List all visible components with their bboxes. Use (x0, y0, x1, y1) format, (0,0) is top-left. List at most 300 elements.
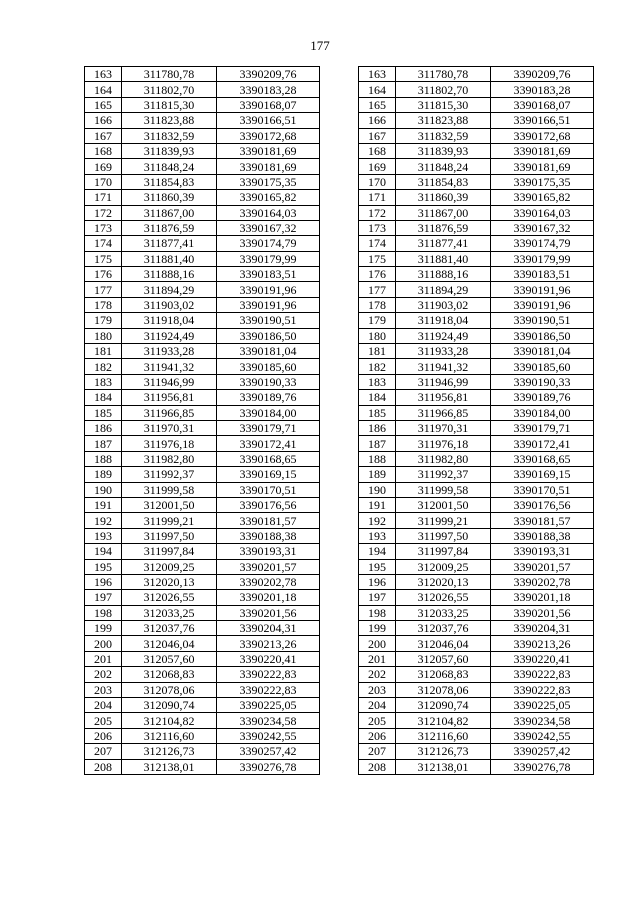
point-number-cell: 172 (359, 205, 396, 220)
table-row (359, 67, 594, 82)
x-coordinate-cell: 311982,80 (122, 451, 217, 466)
y-coordinate-cell: 3390170,51 (217, 482, 320, 497)
y-coordinate-cell: 3390234,58 (491, 713, 594, 728)
y-coordinate-cell: 3390193,31 (217, 544, 320, 559)
y-coordinate-cell: 3390181,69 (217, 143, 320, 158)
table-row (359, 605, 594, 620)
y-coordinate-cell: 3390167,32 (491, 220, 594, 235)
y-coordinate-cell: 3390220,41 (217, 651, 320, 666)
point-number-cell: 189 (85, 467, 122, 482)
x-coordinate-cell: 311839,93 (122, 143, 217, 158)
coordinate-table-left (84, 66, 320, 775)
table-row (85, 282, 320, 297)
point-number-cell: 188 (359, 451, 396, 466)
table-row (359, 344, 594, 359)
point-number-cell: 194 (359, 544, 396, 559)
table-row (359, 482, 594, 497)
x-coordinate-cell: 311854,83 (396, 174, 491, 189)
table-row (85, 651, 320, 666)
x-coordinate-cell: 311997,84 (396, 544, 491, 559)
point-number-cell: 168 (85, 143, 122, 158)
x-coordinate-cell: 311876,59 (122, 220, 217, 235)
x-coordinate-cell: 312020,13 (122, 574, 217, 589)
x-coordinate-cell: 312126,73 (396, 744, 491, 759)
x-coordinate-cell: 311999,58 (396, 482, 491, 497)
y-coordinate-cell: 3390165,82 (217, 190, 320, 205)
point-number-cell: 181 (359, 344, 396, 359)
y-coordinate-cell: 3390166,51 (217, 113, 320, 128)
point-number-cell: 177 (359, 282, 396, 297)
table-row (359, 621, 594, 636)
y-coordinate-cell: 3390184,00 (217, 405, 320, 420)
table-row (359, 451, 594, 466)
y-coordinate-cell: 3390202,78 (217, 574, 320, 589)
table-row (359, 113, 594, 128)
table-row (359, 205, 594, 220)
y-coordinate-cell: 3390222,83 (491, 682, 594, 697)
y-coordinate-cell: 3390181,69 (491, 143, 594, 158)
point-number-cell: 165 (85, 97, 122, 112)
x-coordinate-cell: 311976,18 (122, 436, 217, 451)
point-number-cell: 204 (85, 698, 122, 713)
y-coordinate-cell: 3390186,50 (217, 328, 320, 343)
table-row (85, 590, 320, 605)
y-coordinate-cell: 3390174,79 (217, 236, 320, 251)
x-coordinate-cell: 312001,50 (122, 497, 217, 512)
point-number-cell: 169 (85, 159, 122, 174)
y-coordinate-cell: 3390175,35 (217, 174, 320, 189)
x-coordinate-cell: 311823,88 (396, 113, 491, 128)
table-row (359, 328, 594, 343)
x-coordinate-cell: 311941,32 (396, 359, 491, 374)
point-number-cell: 172 (85, 205, 122, 220)
point-number-cell: 166 (85, 113, 122, 128)
table-row (85, 128, 320, 143)
point-number-cell: 203 (359, 682, 396, 697)
point-number-cell: 195 (85, 559, 122, 574)
y-coordinate-cell: 3390188,38 (217, 528, 320, 543)
table-row (359, 267, 594, 282)
y-coordinate-cell: 3390225,05 (217, 698, 320, 713)
x-coordinate-cell: 311933,28 (396, 344, 491, 359)
y-coordinate-cell: 3390190,51 (217, 313, 320, 328)
x-coordinate-cell: 311881,40 (122, 251, 217, 266)
y-coordinate-cell: 3390201,18 (217, 590, 320, 605)
table-row (85, 621, 320, 636)
x-coordinate-cell: 311992,37 (396, 467, 491, 482)
x-coordinate-cell: 312009,25 (122, 559, 217, 574)
y-coordinate-cell: 3390181,69 (217, 159, 320, 174)
table-row (359, 651, 594, 666)
x-coordinate-cell: 312090,74 (396, 698, 491, 713)
table-row (85, 744, 320, 759)
point-number-cell: 205 (359, 713, 396, 728)
table-row (85, 559, 320, 574)
x-coordinate-cell: 312001,50 (396, 497, 491, 512)
table-row (85, 374, 320, 389)
x-coordinate-cell: 312116,60 (122, 728, 217, 743)
table-row (85, 698, 320, 713)
x-coordinate-cell: 311839,93 (396, 143, 491, 158)
y-coordinate-cell: 3390276,78 (217, 759, 320, 774)
x-coordinate-cell: 311966,85 (396, 405, 491, 420)
point-number-cell: 202 (359, 667, 396, 682)
table-row (85, 574, 320, 589)
y-coordinate-cell: 3390179,99 (491, 251, 594, 266)
table-row (359, 436, 594, 451)
x-coordinate-cell: 311966,85 (122, 405, 217, 420)
x-coordinate-cell: 311992,37 (122, 467, 217, 482)
coordinate-table-right (358, 66, 594, 775)
point-number-cell: 164 (85, 82, 122, 97)
point-number-cell: 169 (359, 159, 396, 174)
point-number-cell: 171 (359, 190, 396, 205)
x-coordinate-cell: 311999,58 (122, 482, 217, 497)
table-row (85, 313, 320, 328)
y-coordinate-cell: 3390201,57 (217, 559, 320, 574)
point-number-cell: 184 (359, 390, 396, 405)
y-coordinate-cell: 3390186,50 (491, 328, 594, 343)
x-coordinate-cell: 311823,88 (122, 113, 217, 128)
x-coordinate-cell: 312068,83 (396, 667, 491, 682)
table-row (85, 328, 320, 343)
table-row (85, 159, 320, 174)
table-row (359, 467, 594, 482)
table-row (359, 528, 594, 543)
table-row (85, 251, 320, 266)
y-coordinate-cell: 3390183,51 (217, 267, 320, 282)
y-coordinate-cell: 3390168,65 (491, 451, 594, 466)
point-number-cell: 190 (359, 482, 396, 497)
y-coordinate-cell: 3390181,04 (491, 344, 594, 359)
x-coordinate-cell: 312033,25 (396, 605, 491, 620)
table-row (359, 420, 594, 435)
point-number-cell: 178 (85, 297, 122, 312)
point-number-cell: 163 (85, 67, 122, 82)
y-coordinate-cell: 3390191,96 (491, 282, 594, 297)
x-coordinate-cell: 311924,49 (396, 328, 491, 343)
point-number-cell: 201 (359, 651, 396, 666)
table-row (85, 544, 320, 559)
point-number-cell: 202 (85, 667, 122, 682)
table-row (85, 667, 320, 682)
y-coordinate-cell: 3390181,57 (217, 513, 320, 528)
point-number-cell: 198 (85, 605, 122, 620)
y-coordinate-cell: 3390242,55 (217, 728, 320, 743)
table-row (359, 174, 594, 189)
table-row (85, 67, 320, 82)
y-coordinate-cell: 3390168,07 (217, 97, 320, 112)
point-number-cell: 183 (359, 374, 396, 389)
point-number-cell: 184 (85, 390, 122, 405)
y-coordinate-cell: 3390222,83 (491, 667, 594, 682)
x-coordinate-cell: 311903,02 (122, 297, 217, 312)
point-number-cell: 168 (359, 143, 396, 158)
point-number-cell: 179 (359, 313, 396, 328)
point-number-cell: 175 (85, 251, 122, 266)
y-coordinate-cell: 3390225,05 (491, 698, 594, 713)
x-coordinate-cell: 311780,78 (396, 67, 491, 82)
x-coordinate-cell: 312033,25 (122, 605, 217, 620)
point-number-cell: 170 (359, 174, 396, 189)
y-coordinate-cell: 3390220,41 (491, 651, 594, 666)
table-row (359, 297, 594, 312)
x-coordinate-cell: 312104,82 (122, 713, 217, 728)
x-coordinate-cell: 312078,06 (122, 682, 217, 697)
table-row (359, 728, 594, 743)
x-coordinate-cell: 311999,21 (122, 513, 217, 528)
x-coordinate-cell: 312090,74 (122, 698, 217, 713)
point-number-cell: 193 (359, 528, 396, 543)
table-row (359, 405, 594, 420)
y-coordinate-cell: 3390209,76 (491, 67, 594, 82)
x-coordinate-cell: 311970,31 (122, 420, 217, 435)
y-coordinate-cell: 3390242,55 (491, 728, 594, 743)
y-coordinate-cell: 3390165,82 (491, 190, 594, 205)
table-row (85, 267, 320, 282)
table-row (85, 528, 320, 543)
y-coordinate-cell: 3390179,99 (217, 251, 320, 266)
x-coordinate-cell: 311848,24 (122, 159, 217, 174)
x-coordinate-cell: 311854,83 (122, 174, 217, 189)
x-coordinate-cell: 312026,55 (396, 590, 491, 605)
point-number-cell: 183 (85, 374, 122, 389)
y-coordinate-cell: 3390185,60 (217, 359, 320, 374)
table-row (85, 713, 320, 728)
table-row (85, 390, 320, 405)
table-row (85, 344, 320, 359)
y-coordinate-cell: 3390190,33 (217, 374, 320, 389)
point-number-cell: 173 (359, 220, 396, 235)
x-coordinate-cell: 311860,39 (122, 190, 217, 205)
point-number-cell: 208 (359, 759, 396, 774)
x-coordinate-cell: 311832,59 (122, 128, 217, 143)
x-coordinate-cell: 311999,21 (396, 513, 491, 528)
point-number-cell: 189 (359, 467, 396, 482)
table-row (85, 220, 320, 235)
point-number-cell: 171 (85, 190, 122, 205)
x-coordinate-cell: 311802,70 (396, 82, 491, 97)
table-row (359, 667, 594, 682)
x-coordinate-cell: 312068,83 (122, 667, 217, 682)
x-coordinate-cell: 312057,60 (122, 651, 217, 666)
y-coordinate-cell: 3390191,96 (217, 282, 320, 297)
table-row (85, 513, 320, 528)
y-coordinate-cell: 3390172,68 (217, 128, 320, 143)
x-coordinate-cell: 312046,04 (396, 636, 491, 651)
point-number-cell: 199 (359, 621, 396, 636)
table-row (85, 97, 320, 112)
table-row (85, 436, 320, 451)
x-coordinate-cell: 311903,02 (396, 297, 491, 312)
table-row (85, 759, 320, 774)
point-number-cell: 195 (359, 559, 396, 574)
point-number-cell: 187 (85, 436, 122, 451)
table-row (359, 159, 594, 174)
point-number-cell: 204 (359, 698, 396, 713)
table-row (359, 682, 594, 697)
x-coordinate-cell: 311956,81 (122, 390, 217, 405)
point-number-cell: 163 (359, 67, 396, 82)
table-row (359, 128, 594, 143)
table-row (359, 713, 594, 728)
point-number-cell: 176 (85, 267, 122, 282)
x-coordinate-cell: 311924,49 (122, 328, 217, 343)
table-row (85, 297, 320, 312)
point-number-cell: 167 (85, 128, 122, 143)
y-coordinate-cell: 3390201,56 (491, 605, 594, 620)
x-coordinate-cell: 312046,04 (122, 636, 217, 651)
y-coordinate-cell: 3390257,42 (491, 744, 594, 759)
point-number-cell: 177 (85, 282, 122, 297)
y-coordinate-cell: 3390189,76 (491, 390, 594, 405)
x-coordinate-cell: 311997,50 (396, 528, 491, 543)
y-coordinate-cell: 3390167,32 (217, 220, 320, 235)
x-coordinate-cell: 312078,06 (396, 682, 491, 697)
y-coordinate-cell: 3390190,33 (491, 374, 594, 389)
table-row (85, 451, 320, 466)
y-coordinate-cell: 3390164,03 (217, 205, 320, 220)
point-number-cell: 180 (359, 328, 396, 343)
y-coordinate-cell: 3390209,76 (217, 67, 320, 82)
x-coordinate-cell: 311860,39 (396, 190, 491, 205)
point-number-cell: 192 (85, 513, 122, 528)
point-number-cell: 188 (85, 451, 122, 466)
y-coordinate-cell: 3390168,07 (491, 97, 594, 112)
table-row (359, 97, 594, 112)
x-coordinate-cell: 312116,60 (396, 728, 491, 743)
point-number-cell: 174 (85, 236, 122, 251)
table-row (85, 113, 320, 128)
point-number-cell: 176 (359, 267, 396, 282)
table-row (85, 359, 320, 374)
y-coordinate-cell: 3390183,28 (491, 82, 594, 97)
y-coordinate-cell: 3390172,41 (491, 436, 594, 451)
x-coordinate-cell: 311867,00 (122, 205, 217, 220)
table-row (359, 590, 594, 605)
table-row (85, 605, 320, 620)
y-coordinate-cell: 3390190,51 (491, 313, 594, 328)
x-coordinate-cell: 311894,29 (122, 282, 217, 297)
x-coordinate-cell: 312104,82 (396, 713, 491, 728)
table-row (359, 544, 594, 559)
table-row (85, 728, 320, 743)
x-coordinate-cell: 312037,76 (122, 621, 217, 636)
y-coordinate-cell: 3390179,71 (491, 420, 594, 435)
x-coordinate-cell: 311867,00 (396, 205, 491, 220)
point-number-cell: 186 (359, 420, 396, 435)
y-coordinate-cell: 3390201,18 (491, 590, 594, 605)
x-coordinate-cell: 311894,29 (396, 282, 491, 297)
point-number-cell: 175 (359, 251, 396, 266)
table-row (359, 513, 594, 528)
table-row (85, 190, 320, 205)
x-coordinate-cell: 312138,01 (396, 759, 491, 774)
x-coordinate-cell: 312020,13 (396, 574, 491, 589)
y-coordinate-cell: 3390201,56 (217, 605, 320, 620)
x-coordinate-cell: 311888,16 (122, 267, 217, 282)
table-row (359, 251, 594, 266)
x-coordinate-cell: 311877,41 (122, 236, 217, 251)
x-coordinate-cell: 311956,81 (396, 390, 491, 405)
x-coordinate-cell: 311815,30 (396, 97, 491, 112)
point-number-cell: 191 (85, 497, 122, 512)
point-number-cell: 194 (85, 544, 122, 559)
y-coordinate-cell: 3390184,00 (491, 405, 594, 420)
point-number-cell: 180 (85, 328, 122, 343)
table-row (85, 405, 320, 420)
point-number-cell: 166 (359, 113, 396, 128)
y-coordinate-cell: 3390176,56 (217, 497, 320, 512)
point-number-cell: 170 (85, 174, 122, 189)
y-coordinate-cell: 3390222,83 (217, 682, 320, 697)
point-number-cell: 192 (359, 513, 396, 528)
point-number-cell: 200 (85, 636, 122, 651)
y-coordinate-cell: 3390188,38 (491, 528, 594, 543)
x-coordinate-cell: 311997,50 (122, 528, 217, 543)
y-coordinate-cell: 3390181,57 (491, 513, 594, 528)
table-row (359, 744, 594, 759)
y-coordinate-cell: 3390168,65 (217, 451, 320, 466)
x-coordinate-cell: 311918,04 (396, 313, 491, 328)
y-coordinate-cell: 3390276,78 (491, 759, 594, 774)
point-number-cell: 190 (85, 482, 122, 497)
x-coordinate-cell: 311877,41 (396, 236, 491, 251)
x-coordinate-cell: 311976,18 (396, 436, 491, 451)
x-coordinate-cell: 311881,40 (396, 251, 491, 266)
point-number-cell: 187 (359, 436, 396, 451)
y-coordinate-cell: 3390181,04 (217, 344, 320, 359)
x-coordinate-cell: 312138,01 (122, 759, 217, 774)
y-coordinate-cell: 3390189,76 (217, 390, 320, 405)
x-coordinate-cell: 311832,59 (396, 128, 491, 143)
y-coordinate-cell: 3390183,28 (217, 82, 320, 97)
y-coordinate-cell: 3390213,26 (491, 636, 594, 651)
point-number-cell: 205 (85, 713, 122, 728)
x-coordinate-cell: 311970,31 (396, 420, 491, 435)
point-number-cell: 186 (85, 420, 122, 435)
y-coordinate-cell: 3390176,56 (491, 497, 594, 512)
table-row (85, 205, 320, 220)
point-number-cell: 207 (85, 744, 122, 759)
point-number-cell: 181 (85, 344, 122, 359)
y-coordinate-cell: 3390222,83 (217, 667, 320, 682)
point-number-cell: 197 (359, 590, 396, 605)
x-coordinate-cell: 311941,32 (122, 359, 217, 374)
point-number-cell: 185 (85, 405, 122, 420)
x-coordinate-cell: 311876,59 (396, 220, 491, 235)
table-row (359, 759, 594, 774)
x-coordinate-cell: 312026,55 (122, 590, 217, 605)
point-number-cell: 203 (85, 682, 122, 697)
table-row (85, 467, 320, 482)
point-number-cell: 178 (359, 297, 396, 312)
point-number-cell: 182 (359, 359, 396, 374)
x-coordinate-cell: 312057,60 (396, 651, 491, 666)
y-coordinate-cell: 3390172,68 (491, 128, 594, 143)
x-coordinate-cell: 312037,76 (396, 621, 491, 636)
point-number-cell: 201 (85, 651, 122, 666)
table-row (359, 559, 594, 574)
x-coordinate-cell: 311997,84 (122, 544, 217, 559)
table-row (359, 698, 594, 713)
y-coordinate-cell: 3390257,42 (217, 744, 320, 759)
x-coordinate-cell: 311946,99 (122, 374, 217, 389)
point-number-cell: 193 (85, 528, 122, 543)
x-coordinate-cell: 311780,78 (122, 67, 217, 82)
y-coordinate-cell: 3390172,41 (217, 436, 320, 451)
table-row (359, 143, 594, 158)
